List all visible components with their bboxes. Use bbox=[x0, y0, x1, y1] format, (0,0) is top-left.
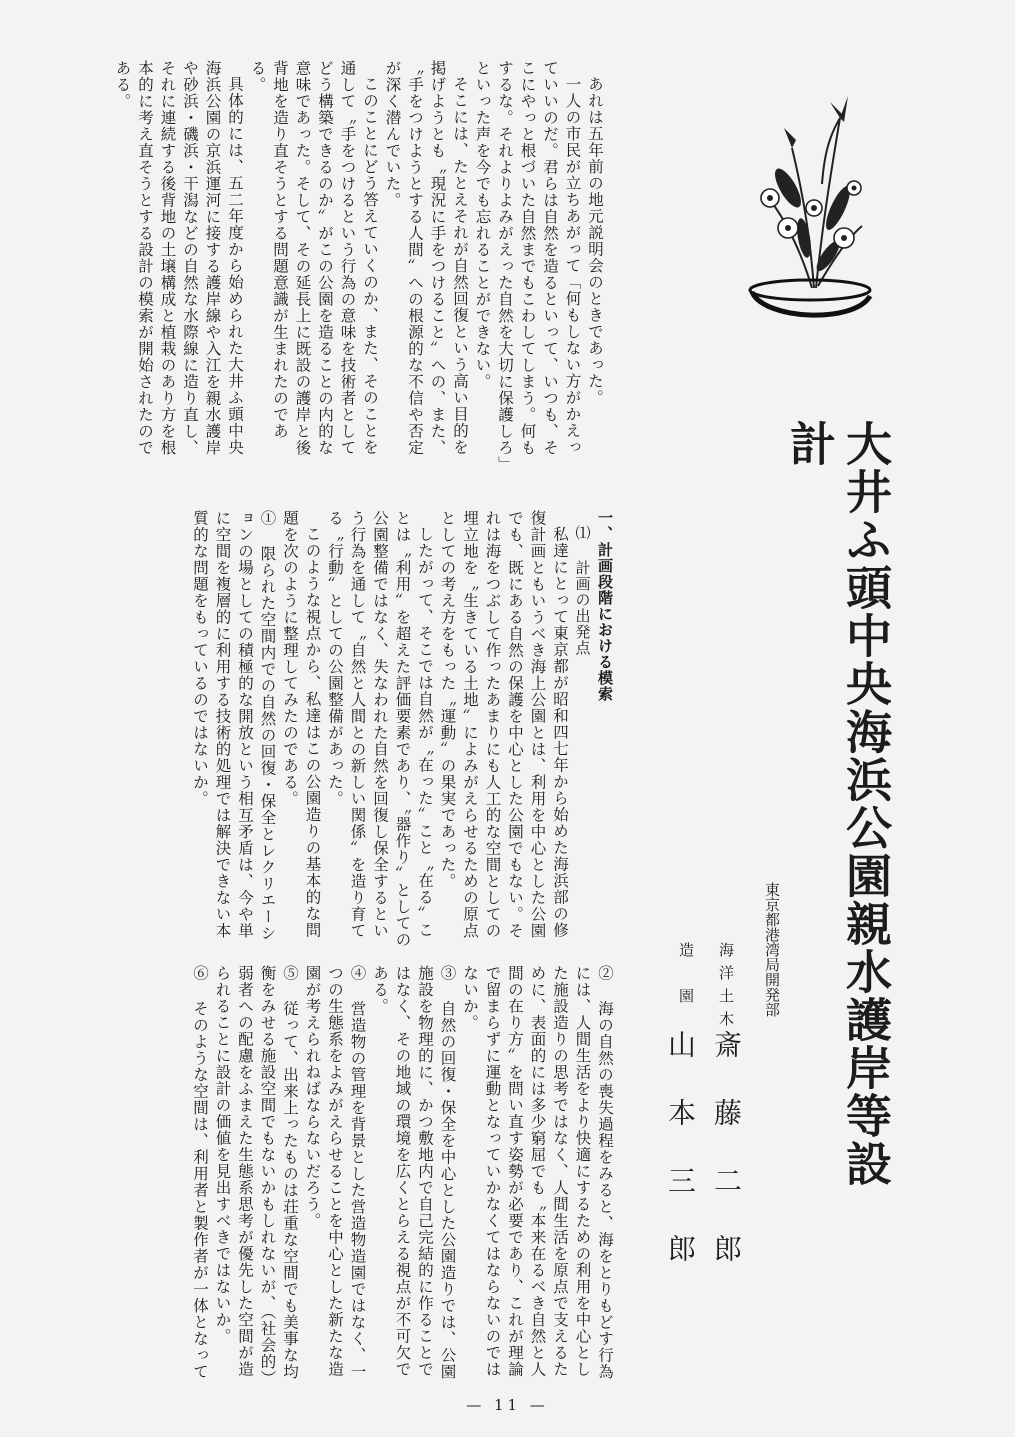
author-department: 東京都港湾局開発部 bbox=[763, 882, 781, 1017]
list-item: ③ 自然の回復・保全を中心とした公園造りでは、公園施設を物理的に、かつ敷地内で自己完結的に作ることではなく、その地域の環境を広くとらえる視点が不可欠である。 bbox=[371, 965, 457, 1380]
paragraph: そこには、たとえそれが自然回復という高い目的を掲げようとも〝現況に手をつけること〟への、また、〝手をつけようとする人間〟への根源的な不信や否定が深く潜んでいた。 bbox=[383, 60, 469, 456]
list-item: ⑥ そのような空間は、利用者と製作者が一体となって bbox=[191, 965, 209, 1380]
paragraph: したがって、そこでは自然が〝在った〟こと〝在る〟ことは〝利用〟を超えた評価要素であり、〝器作り〟としての公園整備ではなく、失なわれた自然を回復し保全するという行為を通して〝自然と人間との新しい関係〟を造り育てる〝行動〟としての公園整備があった。 bbox=[326, 510, 434, 948]
list-item: ② 海の自然の喪失過程をみると、海をとりもどす行為には、人間生活をより快適にするための利用を中心とした施設造りの思考ではなく、人間生活を原点で支えるために、表面的には多少窮屈でも〝本来在るべき自然と人間の在り方〟を問い直す姿勢が必要であり、これが理論で留まらずに運動となっていかなくてはならないのではないか。 bbox=[461, 965, 614, 1380]
page-number: — 11 — bbox=[466, 1396, 549, 1414]
author-name: 山本三郎 bbox=[664, 1030, 697, 1302]
author-name: 斎藤二郎 bbox=[710, 1030, 743, 1302]
paragraph: あれは五年前の地元説明会のときであった。 bbox=[586, 75, 604, 406]
section-heading: 一、計画段階における模索 bbox=[596, 510, 614, 702]
author-role: 造 園 bbox=[677, 942, 695, 1011]
list-item: ① 限られた空間内での自然の回復・保全とレクリエーションの場としての積極的な開放という相互矛盾は、今や単に空間を複層的に利用する技術的処理では解決できない本質的な問題をもっているのではないか。 bbox=[191, 510, 277, 942]
list-item: ④ 営造物の管理を背景とした営造物造園ではなく、一つの生態系をよみがえらせることを中心とした新たな造園が考えられねばならないだろう。 bbox=[303, 965, 367, 1380]
paragraph: 具体的には、五二年度から始められた大井ふ頭中央海浜公園の京浜運河に接する護岸線や入江を親水護岸や砂浜・磯浜・干潟などの自然な水際線に造り直し、それに連続する後背地の土壌構成と植栽のあり方を根本的に考え直そうとする設計の模索が開始されたのである。 bbox=[113, 60, 244, 456]
intro-text bbox=[56, 60, 606, 470]
article-title: 大井ふ頭中央海浜公園親水護岸等設計 bbox=[783, 420, 893, 1188]
section-text bbox=[56, 510, 616, 950]
list-item: ⑤ 従って、出来上ったものは荘重な空間でも美事な均衡をみせる施設空間でもないかもしれないが、（社会的）弱者への配慮をふまえた生態系思考が優先した空間が造られることに設計の価値を見出すべきではないか。 bbox=[213, 965, 299, 1380]
paragraph: このような視点から、私達はこの公園造りの基本的な問題を次のように整理してみたのである。 bbox=[281, 510, 322, 938]
paragraph: 一人の市民が立ちあがって「何もしない方がかえっていいのだ。君らは自然を造るといって、いつも、そこにやっと根づいた自然までもこわしてしまう。何もするな。それよりよみがえった自然を大切に保護しろ」といった声を今でも忘れることができない。 bbox=[473, 60, 582, 465]
section-items bbox=[56, 965, 616, 1385]
subsection-heading: ⑴ 計画の出発点 bbox=[573, 525, 592, 656]
paragraph: このことにどう答えていくのか、また、そのことを通して〝手をつけるという行為の意味を技術者としてどう構築できるのか〟がこの公園を造ることの内的な意味であった。そして、その延長上に既設の護岸と後背地を造り直そうとする問題意識が生まれたのである。 bbox=[248, 60, 379, 456]
author-role: 海洋土木 bbox=[717, 942, 735, 1034]
flower-arrangement-illustration bbox=[744, 88, 876, 332]
paragraph: 私達にとって東京都が昭和四七年から始めた海浜部の修復計画ともいうべき海上公園とは、利用を中心とした公園でも、既にある自然の保護を中心とした公園でもない。それは海をつぶして作ったあまりにも人工的な空間としての埋立地を〝生きている土地〟によみがえらせるための原点としての考え方をもった〝運動〟の果実であった。 bbox=[438, 510, 569, 939]
